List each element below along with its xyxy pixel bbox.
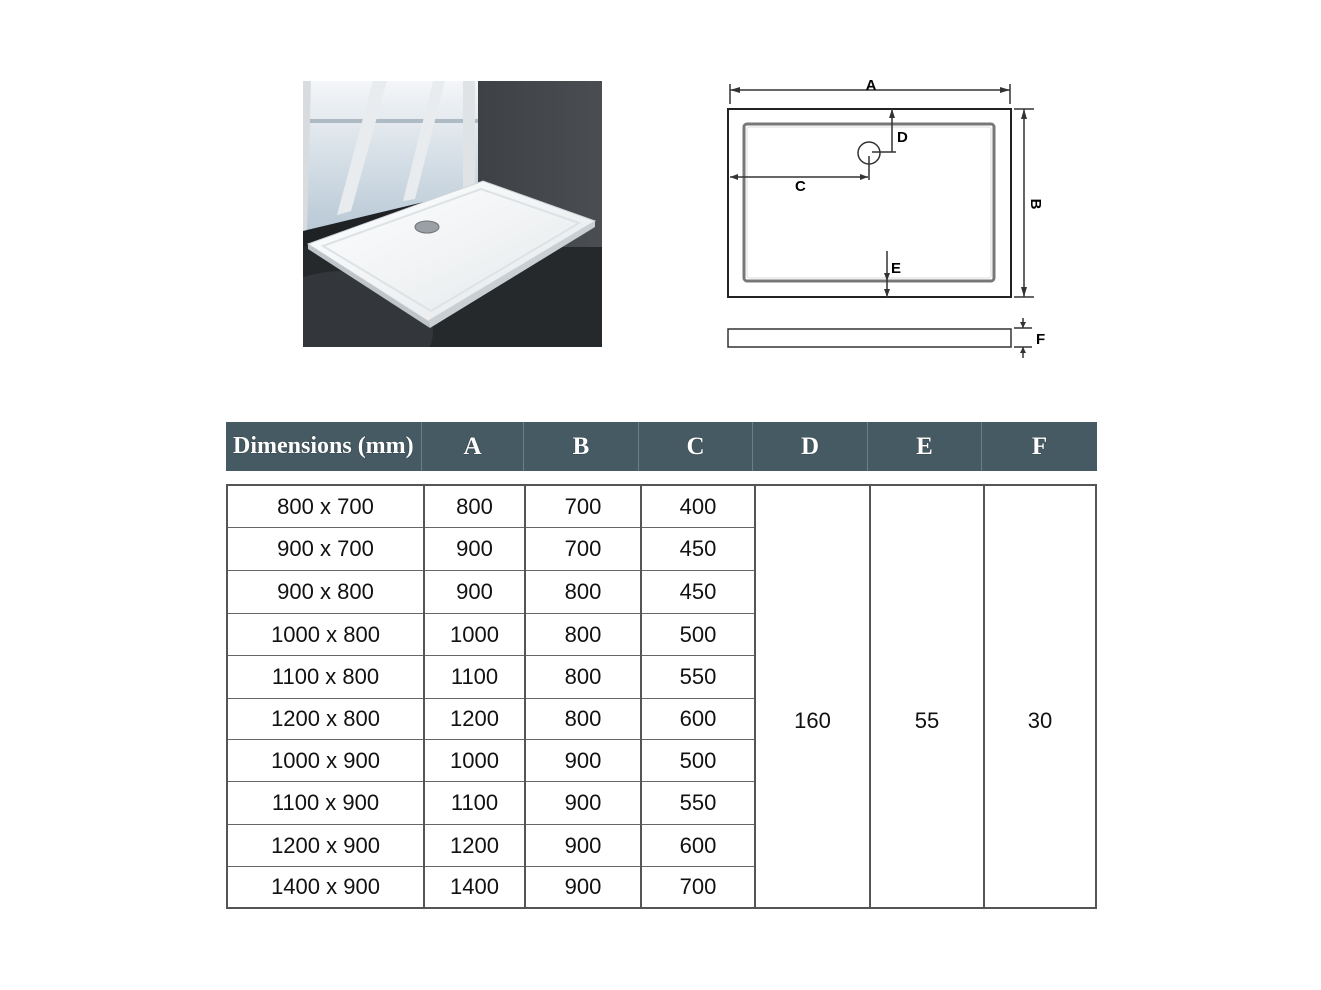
label-a: A — [865, 77, 877, 94]
header-dimensions: Dimensions (mm) — [226, 422, 422, 471]
value-d: 160 — [794, 708, 831, 733]
table-cell-a: 1400 — [450, 874, 499, 899]
value-e: 55 — [914, 708, 940, 733]
column-c — [642, 486, 756, 907]
table-cell-c: 600 — [642, 699, 754, 740]
dimension-diagram — [700, 70, 1060, 370]
table-cell-size: 1100 x 900 — [228, 782, 423, 825]
table-header — [226, 422, 1097, 471]
table-cell-c: 550 — [642, 782, 754, 825]
table-cell-a: 1200 — [425, 699, 524, 740]
label-b: B — [1027, 198, 1044, 210]
table-cell-c: 500 — [642, 614, 754, 656]
table-cell-a: 1100 — [425, 782, 524, 825]
value-f: 30 — [1027, 708, 1053, 733]
column-b — [526, 486, 642, 907]
header-a: A — [422, 422, 524, 471]
table-cell-b: 700 — [526, 486, 640, 528]
table-cell-c: 450 — [642, 571, 754, 614]
table-cell-size: 900 x 700 — [228, 528, 423, 571]
table-cell-a: 900 — [425, 528, 524, 571]
column-a — [425, 486, 526, 907]
table-cell-c: 400 — [642, 486, 754, 528]
header-e: E — [868, 422, 982, 471]
product-photo — [303, 81, 602, 347]
table-cell-size: 1200 x 800 — [228, 699, 423, 740]
table-cell-c: 550 — [642, 656, 754, 699]
table-cell-size: 1000 x 800 — [228, 614, 423, 656]
table-cell-b: 800 — [526, 614, 640, 656]
header-f: F — [1031, 432, 1048, 460]
table-cell-b: 900 — [526, 825, 640, 867]
table-cell-b: 900 — [526, 782, 640, 825]
label-e: E — [891, 260, 902, 277]
dimensions-table — [226, 484, 1097, 909]
table-cell-a: 1000 — [425, 614, 524, 656]
header-d: D — [753, 422, 868, 471]
table-cell-a: 800 — [425, 486, 524, 528]
table-cell-a: 1000 — [425, 740, 524, 782]
table-cell-size: 1100 x 800 — [228, 656, 423, 699]
table-cell-c: 700 — [679, 874, 717, 899]
table-cell-b: 800 — [526, 571, 640, 614]
column-f — [985, 486, 1095, 907]
table-cell-size: 1200 x 900 — [228, 825, 423, 867]
header-b: B — [524, 422, 639, 471]
table-cell-b: 700 — [526, 528, 640, 571]
column-d — [756, 486, 871, 907]
table-cell-b: 800 — [526, 656, 640, 699]
table-cell-c: 450 — [642, 528, 754, 571]
table-cell-a: 900 — [425, 571, 524, 614]
table-cell-a: 1200 — [425, 825, 524, 867]
table-cell-c: 500 — [642, 740, 754, 782]
table-cell-size: 900 x 800 — [228, 571, 423, 614]
label-d: D — [897, 129, 908, 146]
table-cell-b: 800 — [526, 699, 640, 740]
column-size — [228, 486, 425, 907]
header-c: C — [639, 422, 753, 471]
column-e — [871, 486, 985, 907]
table-cell-size: 1400 x 900 — [271, 874, 380, 899]
table-cell-c: 600 — [642, 825, 754, 867]
table-cell-b: 900 — [564, 874, 602, 899]
table-cell-size: 1000 x 900 — [228, 740, 423, 782]
table-cell-b: 900 — [526, 740, 640, 782]
label-f: F — [1036, 331, 1046, 348]
label-c: C — [795, 178, 806, 195]
table-cell-size: 800 x 700 — [228, 486, 423, 528]
table-cell-a: 1100 — [425, 656, 524, 699]
